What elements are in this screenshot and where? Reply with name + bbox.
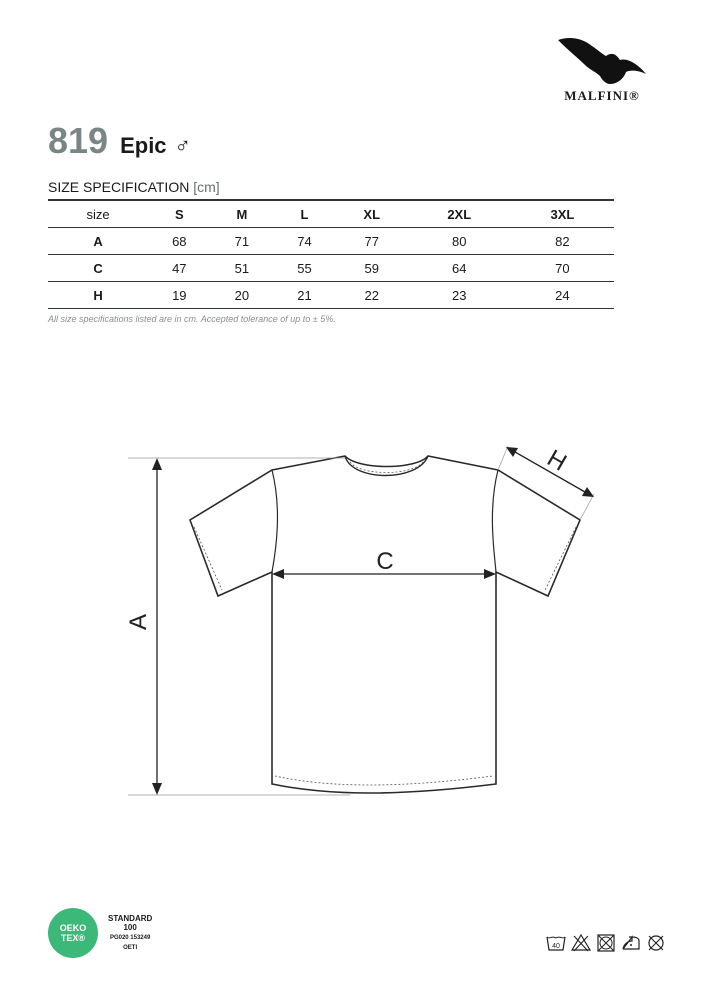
wash-40-icon bbox=[545, 932, 567, 954]
table-cell: A bbox=[93, 233, 103, 249]
table-cell: 59 bbox=[364, 260, 379, 276]
size-spec-heading-text: SIZE SPECIFICATION bbox=[48, 179, 190, 195]
table-cell: 68 bbox=[172, 233, 187, 249]
column-header: L bbox=[300, 206, 309, 222]
male-symbol-icon: ♂ bbox=[174, 133, 192, 158]
product-code: 819 bbox=[48, 120, 109, 161]
label-a: A bbox=[125, 613, 152, 631]
oeko-code-line1: PG020 153249 bbox=[109, 935, 151, 941]
column-header: XL bbox=[363, 206, 381, 222]
tshirt-outline bbox=[190, 456, 580, 793]
table-cell: 55 bbox=[297, 260, 312, 276]
product-name: Epic bbox=[120, 133, 167, 158]
size-spec-unit: [cm] bbox=[193, 179, 220, 195]
table-cell: 82 bbox=[555, 233, 570, 249]
column-header: 3XL bbox=[550, 206, 575, 222]
oeko-badge-line2: TEX® bbox=[60, 933, 86, 943]
table-cell: H bbox=[93, 287, 103, 303]
oeko-standard: STANDARD bbox=[108, 914, 153, 923]
table-cell: 24 bbox=[555, 287, 570, 303]
column-header: S bbox=[174, 206, 184, 222]
label-h: H bbox=[542, 444, 572, 477]
table-cell: 47 bbox=[172, 260, 187, 276]
table-cell: 23 bbox=[452, 287, 467, 303]
oeko-info bbox=[108, 914, 152, 952]
column-header: M bbox=[236, 206, 248, 222]
oeko-standard-number: 100 bbox=[123, 923, 137, 932]
wash-temp: 40 bbox=[552, 943, 560, 950]
label-c: C bbox=[376, 548, 394, 575]
table-cell: 19 bbox=[172, 287, 187, 303]
no-dry-clean-icon bbox=[645, 932, 667, 954]
care-symbols bbox=[545, 932, 667, 954]
table-cell: 77 bbox=[364, 233, 379, 249]
table-cell: 70 bbox=[555, 260, 570, 276]
left-sleeve-seam bbox=[272, 470, 277, 572]
oeko-code-line2: OETI bbox=[123, 945, 138, 951]
no-tumble-dry-icon bbox=[595, 932, 617, 954]
no-bleach-icon bbox=[570, 932, 592, 954]
table-cell: C bbox=[93, 260, 103, 276]
right-sleeve-seam bbox=[492, 470, 498, 572]
column-header: 2XL bbox=[447, 206, 472, 222]
table-cell: 21 bbox=[297, 287, 312, 303]
table-cell: 51 bbox=[234, 260, 250, 276]
oeko-badge-line1: OEKO bbox=[59, 923, 87, 933]
table-cell: 20 bbox=[234, 287, 250, 303]
table-cell: 64 bbox=[452, 260, 467, 276]
table-cell: 71 bbox=[234, 233, 250, 249]
table-cell: 80 bbox=[452, 233, 467, 249]
tolerance-note: All size specifications listed are in cm. Accepted tolerance of up to ± 5%. bbox=[48, 314, 336, 324]
oeko-tex-badge bbox=[48, 908, 98, 958]
oeko-tex-certification bbox=[48, 908, 152, 958]
table-cell: 22 bbox=[364, 287, 379, 303]
table-cell: 74 bbox=[297, 233, 312, 249]
iron-low-icon bbox=[620, 932, 642, 954]
brand-name: MALFINI® bbox=[564, 88, 640, 103]
column-header: size bbox=[86, 206, 110, 222]
